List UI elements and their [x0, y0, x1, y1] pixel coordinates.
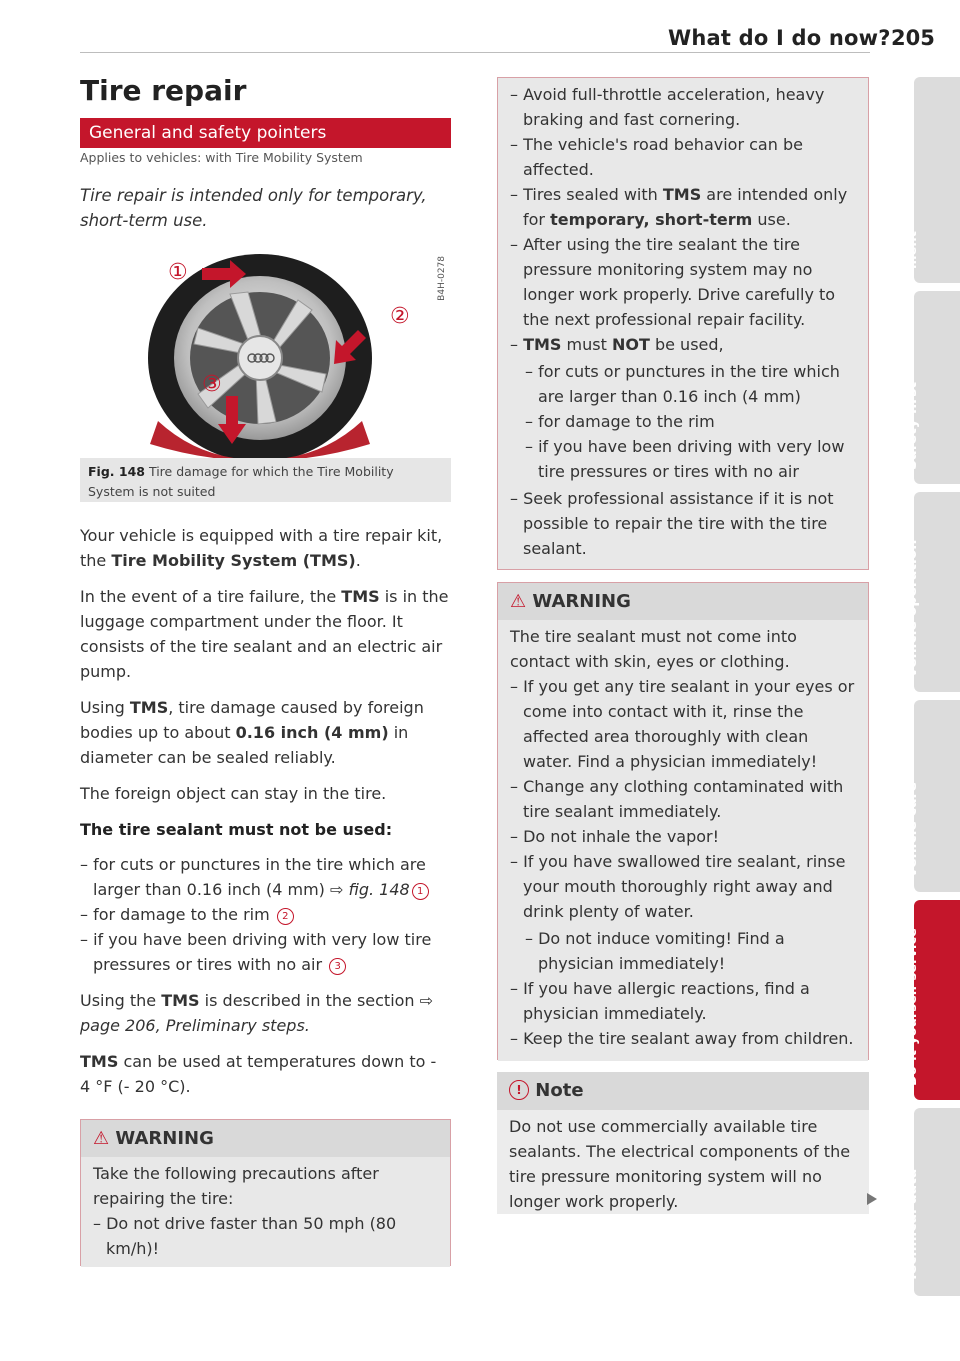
paragraph-temperature: TMS can be used at temperatures down to - 4 °F (- 20 °C).	[80, 1052, 437, 1096]
tab-vehicle-operation[interactable]: Vehicle operation	[914, 492, 960, 692]
left-column-body	[80, 523, 451, 1099]
figure-reference-link[interactable]: ⇨ fig. 148	[329, 880, 410, 899]
note-box	[497, 1072, 869, 1214]
list-item: – Tires sealed with TMS are intended only for temporary, short-term use.	[510, 185, 848, 229]
figure-caption-text: Tire damage for which the Tire Mobility System is not suited	[88, 464, 394, 499]
running-header-title: What do I do now?	[668, 26, 891, 50]
list-item: – TMS must NOT be used,	[510, 335, 724, 354]
warning-box-right	[497, 582, 869, 1060]
paragraph-location: In the event of a tire failure, the TMS is in the luggage compartment under the floor. It consists of the tire sealant and an electric air pump.	[80, 587, 449, 681]
tab-vehicle-care[interactable]: Vehicle care	[914, 700, 960, 892]
callout-1: ①	[168, 260, 188, 285]
callout-ref-3: 3	[329, 958, 346, 975]
section-title: Tire repair	[80, 74, 247, 107]
sub-list-item: – if you have been driving with very low tire pressures or tires with no air	[525, 437, 845, 481]
note-header: ! Note	[497, 1072, 869, 1110]
wheel-drawing	[80, 246, 451, 458]
continue-arrow-icon	[867, 1193, 877, 1205]
sub-list-item: – for damage to the rim	[525, 412, 715, 431]
list-item: – Seek professional assistance if it is not possible to repair the tire with the tire sealant.	[510, 489, 834, 558]
list-item: – Do not inhale the vapor!	[510, 827, 720, 846]
tire-illustration	[80, 246, 451, 458]
applies-to-note: Applies to vehicles: with Tire Mobility System	[80, 150, 363, 165]
callout-ref-2: 2	[277, 908, 294, 925]
warning-box-left	[80, 1119, 451, 1266]
sub-list-item: – Do not induce vomiting! Find a physician immediately!	[525, 929, 785, 973]
lead-statement: Tire repair is intended only for temporary, short-term use.	[80, 186, 427, 230]
warning-body: Take the following precautions after repairing the tire: – Do not drive faster than 50 mph (80 km/h)!	[81, 1157, 450, 1267]
list-item: – Keep the tire sealant away from children.	[510, 1029, 854, 1048]
page-number: 205	[891, 26, 935, 50]
tab-controls-and-equipment[interactable]: Controls and equip- ment	[914, 77, 960, 283]
paragraph-usage-ref: Using the TMS is described in the section ⇨ page 206, Preliminary steps.	[80, 991, 434, 1035]
tab-safety-first[interactable]: Safety first	[914, 291, 960, 484]
callout-ref-1: 1	[412, 883, 429, 900]
subsection-title: General and safety pointers	[80, 118, 451, 148]
list-item: – Change any clothing contaminated with tire sealant immediately.	[510, 777, 844, 821]
paragraph-foreign-object: The foreign object can stay in the tire.	[80, 784, 387, 803]
figure-caption	[88, 462, 443, 502]
list-item: – If you have allergic reactions, find a physician immediately.	[510, 979, 810, 1023]
paragraph-kit: Your vehicle is equipped with a tire repair kit, the Tire Mobility System (TMS).	[80, 526, 443, 570]
figure-148	[80, 246, 451, 502]
warning-triangle-icon: ⚠	[93, 1128, 110, 1149]
list-item: – Avoid full-throttle acceleration, heavy braking and fast cornering.	[510, 85, 825, 129]
warning-body: The tire sealant must not come into contact with skin, eyes or clothing. – If you get any tire sealant in your eyes or come into contact with it, rinse the affected area thoroughly with clean water. Find a physician immediately! – Change any clothing contaminated with tire sealant immediately. – Do not inhale the vapor! – If you have swallowed tire sealant, rinse your mouth thoroughly right away and drink plenty of water. – Do not induce vomiting! Find a physician immediately! – If you have allergic reactions, find a physician immediately. – Keep the tire sealant away from children.	[498, 620, 868, 1061]
warning-continuation-box	[497, 77, 869, 570]
warning-header: ⚠ WARNING	[498, 583, 868, 620]
page-reference-link[interactable]: ⇨ page 206, Preliminary steps.	[80, 991, 434, 1035]
list-item: – for damage to the rim 2	[80, 902, 451, 927]
sub-list-item: – for cuts or punctures in the tire which are larger than 0.16 inch (4 mm)	[525, 362, 840, 406]
warning-continuation-body	[498, 78, 868, 569]
figure-label: Fig. 148	[88, 464, 145, 479]
header-rule	[80, 52, 870, 53]
list-item: – for cuts or punctures in the tire which are larger than 0.16 inch (4 mm) ⇨ fig. 148 1	[80, 852, 451, 902]
list-item: – If you have swallowed tire sealant, rinse your mouth thoroughly right away and drink plenty of water.	[510, 852, 846, 921]
paragraph-capability: Using TMS, tire damage caused by foreign bodies up to about 0.16 inch (4 mm) in diameter can be sealed reliably.	[80, 698, 424, 767]
warning-triangle-icon: ⚠	[510, 591, 527, 612]
figure-code: B4H-0278	[437, 256, 447, 301]
list-item: – If you get any tire sealant in your eyes or come into contact with it, rinse the affected area thoroughly with clean water. Find a physician immediately!	[510, 677, 855, 771]
list-item: – if you have been driving with very low tire pressures or tires with no air 3	[80, 930, 432, 974]
callout-3: ③	[202, 372, 222, 397]
list-item: – The vehicle's road behavior can be affected.	[510, 135, 803, 179]
note-body: Do not use commercially available tire sealants. The electrical components of the tire pressure monitoring system will no longer work properly.	[497, 1110, 869, 1214]
tab-technical-data[interactable]: Technical data	[914, 1108, 960, 1296]
tab-do-it-yourself-service[interactable]: Do-it-yourself service	[914, 900, 960, 1100]
warning-header: ⚠ WARNING	[81, 1120, 450, 1157]
callout-2: ②	[390, 304, 410, 329]
list-item: – After using the tire sealant the tire pressure monitoring system may no longer work properly. Drive carefully to the next professional repair facility.	[510, 235, 836, 329]
list-item: – Do not drive faster than 50 mph (80 km/h)!	[93, 1214, 397, 1258]
not-used-heading: The tire sealant must not be used:	[80, 820, 393, 839]
info-circle-icon: !	[509, 1080, 529, 1100]
